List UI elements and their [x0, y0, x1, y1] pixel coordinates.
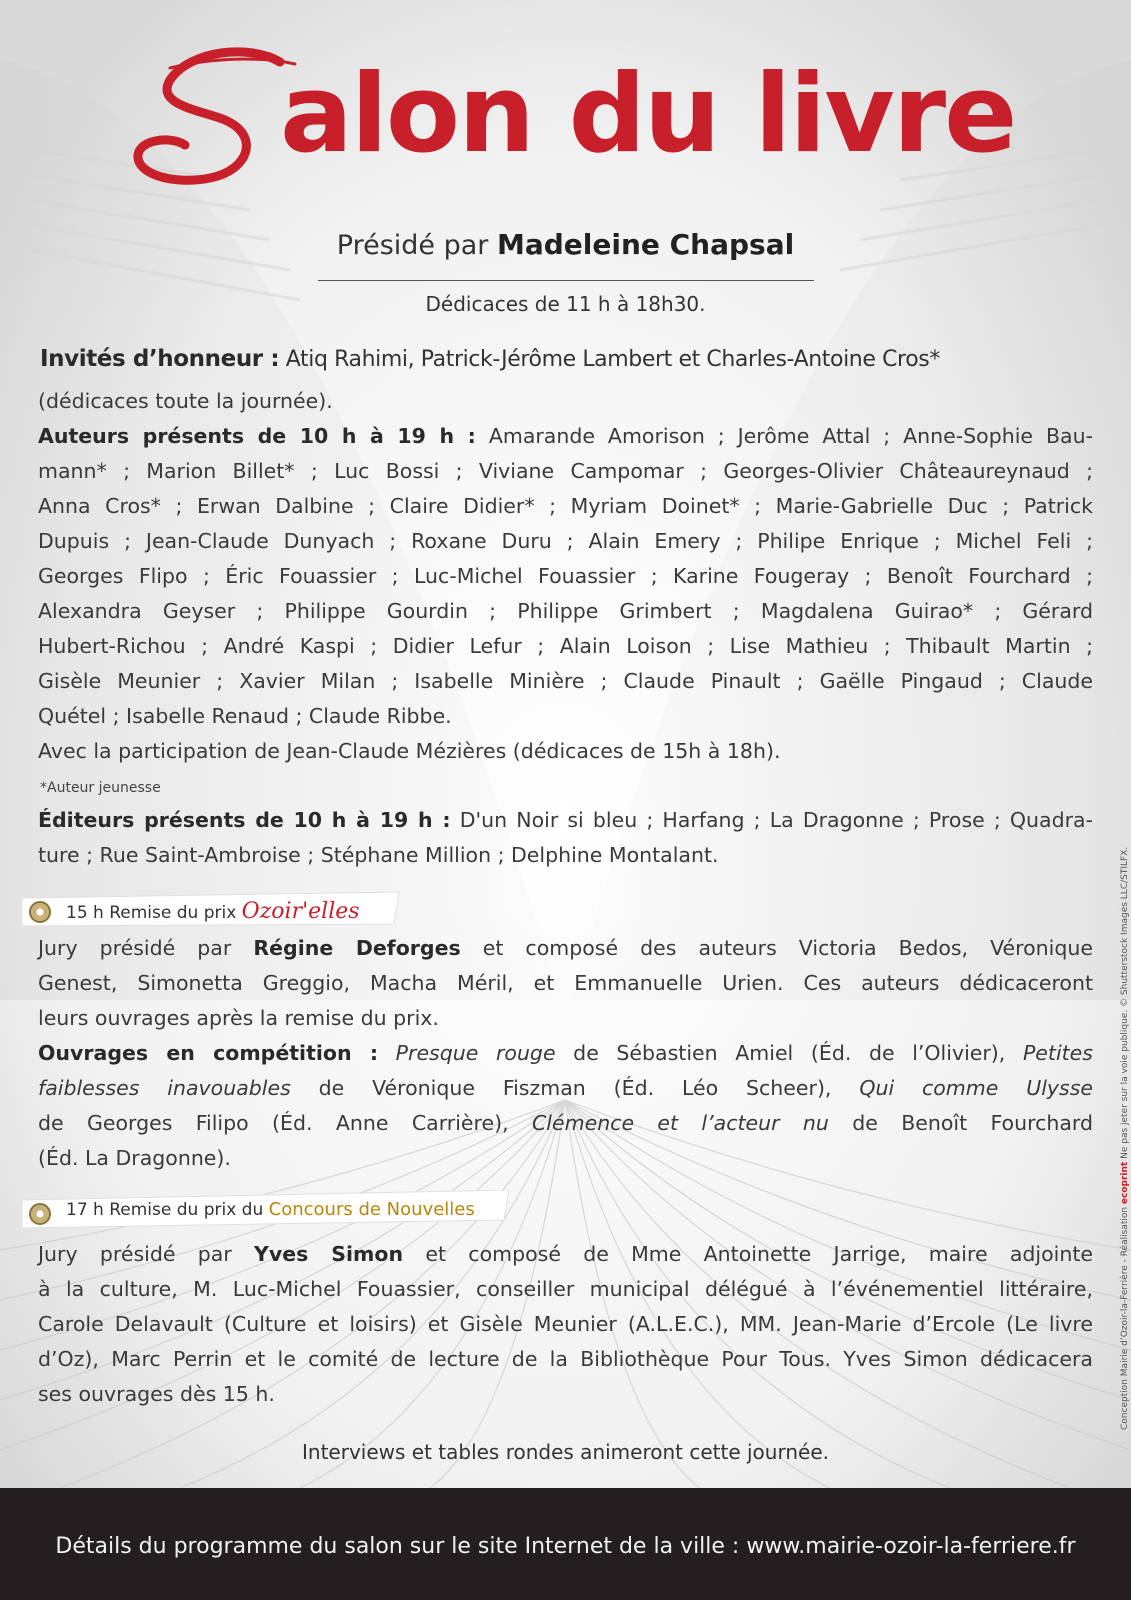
- authors-label: Auteurs présents de 10 h à 19 h :: [38, 424, 476, 448]
- publishers-label: Éditeurs présents de 10 h à 19 h :: [38, 808, 451, 832]
- works-line: faiblesses inavouables de Véronique Fiszman (Éd. Léo Scheer), Qui comme Ulysse: [38, 1076, 1093, 1100]
- prize2-line: d’Oz), Marc Perrin et le comité de lecture de la Bibliothèque Pour Tous. Yves Simon dédicacera: [38, 1347, 1093, 1371]
- authors-line: mann* ; Marion Billet* ; Luc Bossi ; Viviane Campomar ; Georges-Olivier Châteaureynaud ;: [38, 459, 1093, 483]
- prize1-jury: Jury présidé par Régine Deforges et composé des auteurs Victoria Bedos, Véronique: [38, 936, 1093, 960]
- credit-vertical: Conception Mairie d’Ozoir-la-Ferrière - Réalisation ecoprint Ne pas jeter sur la voie publique. © Shutterstock Images LLC/STILFX.: [1120, 846, 1130, 1430]
- honor-guests: [40, 346, 940, 372]
- authors-line: Anna Cros* ; Erwan Dalbine ; Claire Didier* ; Myriam Doinet* ; Marie-Gabrielle Duc ; Patrick: [38, 494, 1093, 518]
- authors-line: Alexandra Geyser ; Philippe Gourdin ; Philippe Grimbert ; Magdalena Guirao* ; Gérard: [38, 599, 1093, 623]
- script-s-logo: [130, 40, 300, 190]
- prize2-line: ses ouvrages dès 15 h.: [38, 1382, 275, 1406]
- footer-text[interactable]: Détails du programme du salon sur le site Internet de la ville : www.mairie-ozoir-la-ferriere.fr: [55, 1534, 1076, 1559]
- participation: Avec la participation de Jean-Claude Mézières (dédicaces de 15h à 18h).: [38, 739, 781, 763]
- presided-prefix: Présidé par: [336, 230, 489, 261]
- honor-names: Atiq Rahimi, Patrick-Jérôme Lambert et Charles-Antoine Cros*: [279, 347, 940, 372]
- interviews-note: Interviews et tables rondes animeront cette journée.: [302, 1440, 829, 1464]
- authors-line: Auteurs présents de 10 h à 19 h : Amarande Amorison ; Jerôme Attal ; Anne-Sophie Bau-: [38, 424, 1093, 448]
- honor-label: Invités d’honneur :: [40, 346, 280, 372]
- prize-ribbon-ozoirelles: 15 h Remise du prix Ozoir'elles: [14, 890, 404, 930]
- works-line: Ouvrages en compétition : Presque rouge de Sébastien Amiel (Éd. de l’Olivier), Petites: [38, 1041, 1093, 1065]
- prize2-line: Carole Delavault (Culture et loisirs) et Gisèle Meunier (A.L.E.C.), MM. Jean-Marie d’Ercole (Le livre: [38, 1312, 1093, 1336]
- presided-line: [0, 228, 1131, 261]
- ozoirelles-logo: Ozoir'elles: [241, 899, 360, 924]
- honor-note: (dédicaces toute la journée).: [38, 389, 333, 413]
- prize2-line: à la culture, M. Luc-Michel Fouassier, conseiller municipal délégué à l’événementiel littéraire,: [38, 1277, 1093, 1301]
- authors-line: Gisèle Meunier ; Xavier Milan ; Isabelle Minière ; Claude Pinault ; Gaëlle Pingaud ; Claude: [38, 669, 1093, 693]
- authors-line: Hubert-Richou ; André Kaspi ; Didier Lefur ; Alain Loison ; Lise Mathieu ; Thibault Martin ;: [38, 634, 1093, 658]
- jury-president: Régine Deforges: [253, 936, 461, 960]
- jury-president: Yves Simon: [254, 1242, 404, 1266]
- footnote-youth-author: *Auteur jeunesse: [40, 780, 161, 796]
- prize1-jury-line: Genest, Simonetta Greggio, Macha Méril, et Emmanuelle Urien. Ces auteurs dédicaceront: [38, 971, 1093, 995]
- title: [130, 40, 1016, 190]
- works-line: de Georges Filipo (Éd. Anne Carrière), Clémence et l’acteur nu de Benoît Fourchard: [38, 1111, 1093, 1135]
- authors-line: Dupuis ; Jean-Claude Dunyach ; Roxane Duru ; Alain Emery ; Philipe Enrique ; Michel Feli ;: [38, 529, 1093, 553]
- prize-ribbon-nouvelles: 17 h Remise du prix du Concours de Nouvelles: [14, 1190, 514, 1230]
- works-line: (Éd. La Dragonne).: [38, 1146, 231, 1170]
- title-text: alon du livre: [280, 52, 1016, 177]
- publishers-line: ture ; Rue Saint-Ambroise ; Stéphane Million ; Delphine Montalant.: [38, 843, 719, 867]
- authors-line: Quétel ; Isabelle Renaud ; Claude Ribbe.: [38, 704, 452, 728]
- dedicaces-hours: Dédicaces de 11 h à 18h30.: [425, 292, 706, 316]
- authors-line: Georges Flipo ; Éric Fouassier ; Luc-Michel Fouassier ; Karine Fougeray ; Benoît Fourchard ;: [38, 564, 1093, 588]
- prize1-jury-line: leurs ouvrages après la remise du prix.: [38, 1006, 439, 1030]
- prize2-jury: Jury présidé par Yves Simon et composé de Mme Antoinette Jarrige, maire adjointe: [38, 1242, 1093, 1266]
- works-label: Ouvrages en compétition :: [38, 1041, 379, 1065]
- president-name: Madeleine Chapsal: [496, 228, 795, 261]
- concours-logo: Concours de Nouvelles: [268, 1199, 475, 1220]
- publishers-line: Éditeurs présents de 10 h à 19 h : D'un Noir si bleu ; Harfang ; La Dragonne ; Prose ; Quadra-: [38, 808, 1094, 832]
- divider: [318, 280, 814, 281]
